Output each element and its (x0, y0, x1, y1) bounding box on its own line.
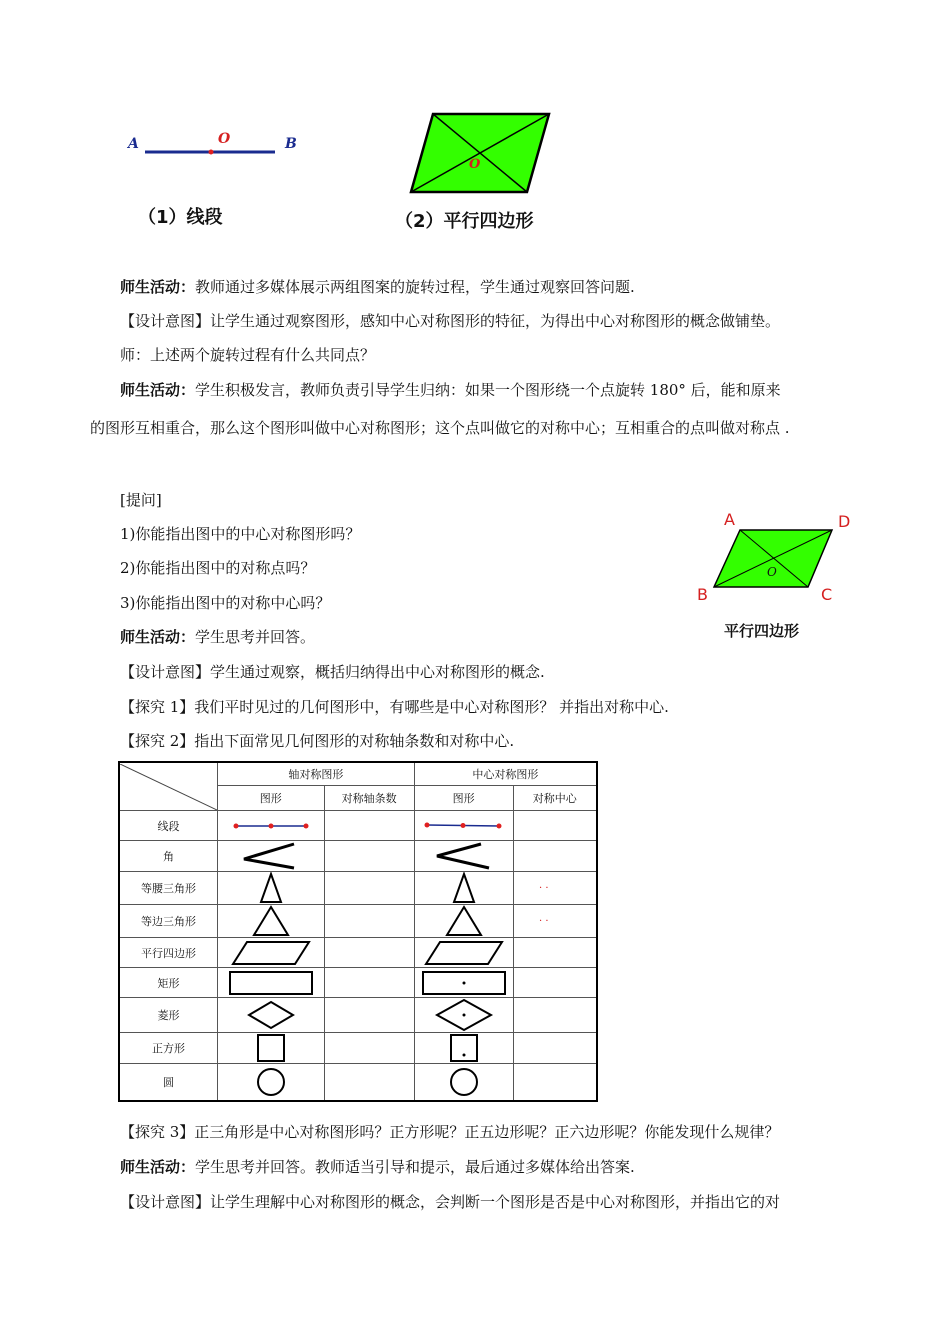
center-cell (513, 1064, 597, 1102)
design-intent-3: 【设计意图】让学生理解中心对称图形的概念，会判断一个图形是否是中心对称图形，并指出它的对 (120, 1193, 781, 1211)
row-label: 线段 (119, 811, 218, 841)
center-cell (513, 938, 597, 968)
symmetry-table (118, 761, 598, 1102)
row-label: 角 (119, 841, 218, 872)
row-label: 正方形 (119, 1033, 218, 1064)
parallelogram-caption: （2）平行四边形 (395, 211, 534, 232)
paragraph-6 (120, 627, 315, 647)
subheader-axis-count: 对称轴条数 (324, 786, 414, 811)
paragraph-11 (120, 1157, 635, 1177)
table-row (119, 968, 597, 998)
subheader-shape-1: 图形 (218, 786, 325, 811)
axis-count-cell (324, 1033, 414, 1064)
square-shape (255, 1033, 287, 1063)
center-cell (513, 872, 597, 905)
axis-count-cell (324, 905, 414, 938)
rhombus-shape (434, 998, 494, 1032)
diagonal-header-cell (119, 762, 218, 811)
header-axis-symmetric: 轴对称图形 (218, 762, 415, 786)
center-cell (513, 905, 597, 938)
table-row (119, 811, 597, 841)
angle-shape (429, 841, 499, 871)
row-label: 圆 (119, 1064, 218, 1102)
paragraph-text: 学生积极发言，教师负责引导学生归纳：如果一个图形绕一个点旋转 180° 后，能和原来 (195, 381, 781, 399)
center-cell (513, 998, 597, 1033)
explore-1: 【探究 1】我们平时见过的几何图形中，有哪些是中心对称图形？ 并指出对称中心. (120, 698, 669, 716)
axis-count-cell (324, 968, 414, 998)
parallelogram-label-o: O (469, 157, 481, 172)
axis-count-cell (324, 998, 414, 1033)
row-label: 等边三角形 (119, 905, 218, 938)
segment-label-b: B (285, 136, 297, 152)
row-label: 平行四边形 (119, 938, 218, 968)
vertex-d: D (838, 512, 851, 531)
segment-shape (226, 819, 316, 833)
equilateral-triangle-shape (444, 905, 484, 937)
design-intent-2: 【设计意图】学生通过观察，概括归纳得出中心对称图形的概念. (120, 663, 545, 681)
question-1: 1)你能指出图中的中心对称图形吗？ (120, 525, 361, 543)
center-cell (513, 841, 597, 872)
table-row (119, 905, 597, 938)
activity-label: 师生活动： (120, 278, 196, 296)
axis-count-cell (324, 938, 414, 968)
rhombus-shape (246, 1000, 296, 1030)
question-3: 3)你能指出图中的对称中心吗？ (120, 594, 331, 612)
paragraph-5: 的图形互相重合，那么这个图形叫做中心对称图形；这个点叫做它的对称中心；互相重合的点叫做对称点 . (90, 419, 790, 437)
explore-3: 【探究 3】正三角形是中心对称图形吗？正方形呢？正五边形呢？正六边形呢？你能发现什么规律？ (120, 1123, 780, 1141)
segment-shape (419, 819, 509, 833)
axis-count-cell (324, 811, 414, 841)
segment-label-a: A (128, 136, 139, 152)
table-row (119, 938, 597, 968)
center-o: O (767, 565, 777, 579)
center-cell (513, 811, 597, 841)
table-row (119, 1033, 597, 1064)
segment-caption: （1）线段 (138, 207, 223, 228)
vertex-b: B (697, 585, 708, 604)
isosceles-triangle-shape (449, 872, 479, 904)
activity-label: 师生活动： (120, 628, 196, 646)
paragraph-teacher-question: 师：上述两个旋转过程有什么共同点？ (120, 346, 376, 364)
paragraph-4 (120, 380, 781, 400)
labeled-parallelogram-caption: 平行四边形 (724, 622, 800, 640)
table-row (119, 872, 597, 905)
activity-label: 师生活动： (120, 1158, 196, 1176)
row-label: 等腰三角形 (119, 872, 218, 905)
square-shape (448, 1033, 480, 1063)
segment-figure (120, 125, 320, 170)
design-intent-1: 【设计意图】让学生通过观察图形，感知中心对称图形的特征，为得出中心对称图形的概念做铺垫。 (120, 312, 781, 330)
isosceles-triangle-shape (256, 872, 286, 904)
axis-count-cell (324, 841, 414, 872)
header-center-symmetric: 中心对称图形 (414, 762, 597, 786)
table-row (119, 998, 597, 1033)
parallelogram-figure (405, 108, 555, 198)
subheader-shape-2: 图形 (414, 786, 513, 811)
vertex-a: A (724, 510, 735, 529)
axis-count-cell (324, 872, 414, 905)
row-label: 矩形 (119, 968, 218, 998)
paragraph-text: 学生思考并回答。教师适当引导和提示，最后通过多媒体给出答案. (195, 1158, 635, 1176)
segment-label-o: O (218, 131, 231, 147)
segment-midpoint (209, 150, 214, 155)
circle-shape (447, 1066, 481, 1098)
paragraph-1 (120, 277, 635, 297)
labeled-parallelogram-figure (690, 505, 870, 615)
question-2: 2)你能指出图中的对称点吗？ (120, 559, 316, 577)
explore-2: 【探究 2】指出下面常见几何图形的对称轴条数和对称中心. (120, 732, 515, 750)
activity-label: 师生活动： (120, 381, 196, 399)
row-label: 菱形 (119, 998, 218, 1033)
paragraph-text: 教师通过多媒体展示两组图案的旋转过程，学生通过观察回答问题. (195, 278, 635, 296)
parallelogram-shape-small (422, 940, 506, 966)
circle-shape (254, 1066, 288, 1098)
center-cell (513, 1033, 597, 1064)
vertex-c: C (821, 585, 833, 604)
center-cell (513, 968, 597, 998)
diagonal-header-line (120, 764, 217, 810)
question-title: [提问] (120, 491, 162, 509)
paragraph-text: 学生思考并回答。 (195, 628, 316, 646)
svg-text:· ·: · · (538, 916, 549, 927)
axis-count-cell (324, 1064, 414, 1102)
table-row (119, 841, 597, 872)
subheader-center: 对称中心 (513, 786, 597, 811)
angle-shape (236, 841, 306, 871)
parallelogram-shape-small (229, 940, 313, 966)
svg-text:· ·: · · (538, 883, 549, 894)
equilateral-triangle-shape (251, 905, 291, 937)
rectangle-shape (420, 970, 508, 996)
table-row (119, 1064, 597, 1102)
rectangle-shape (227, 970, 315, 996)
